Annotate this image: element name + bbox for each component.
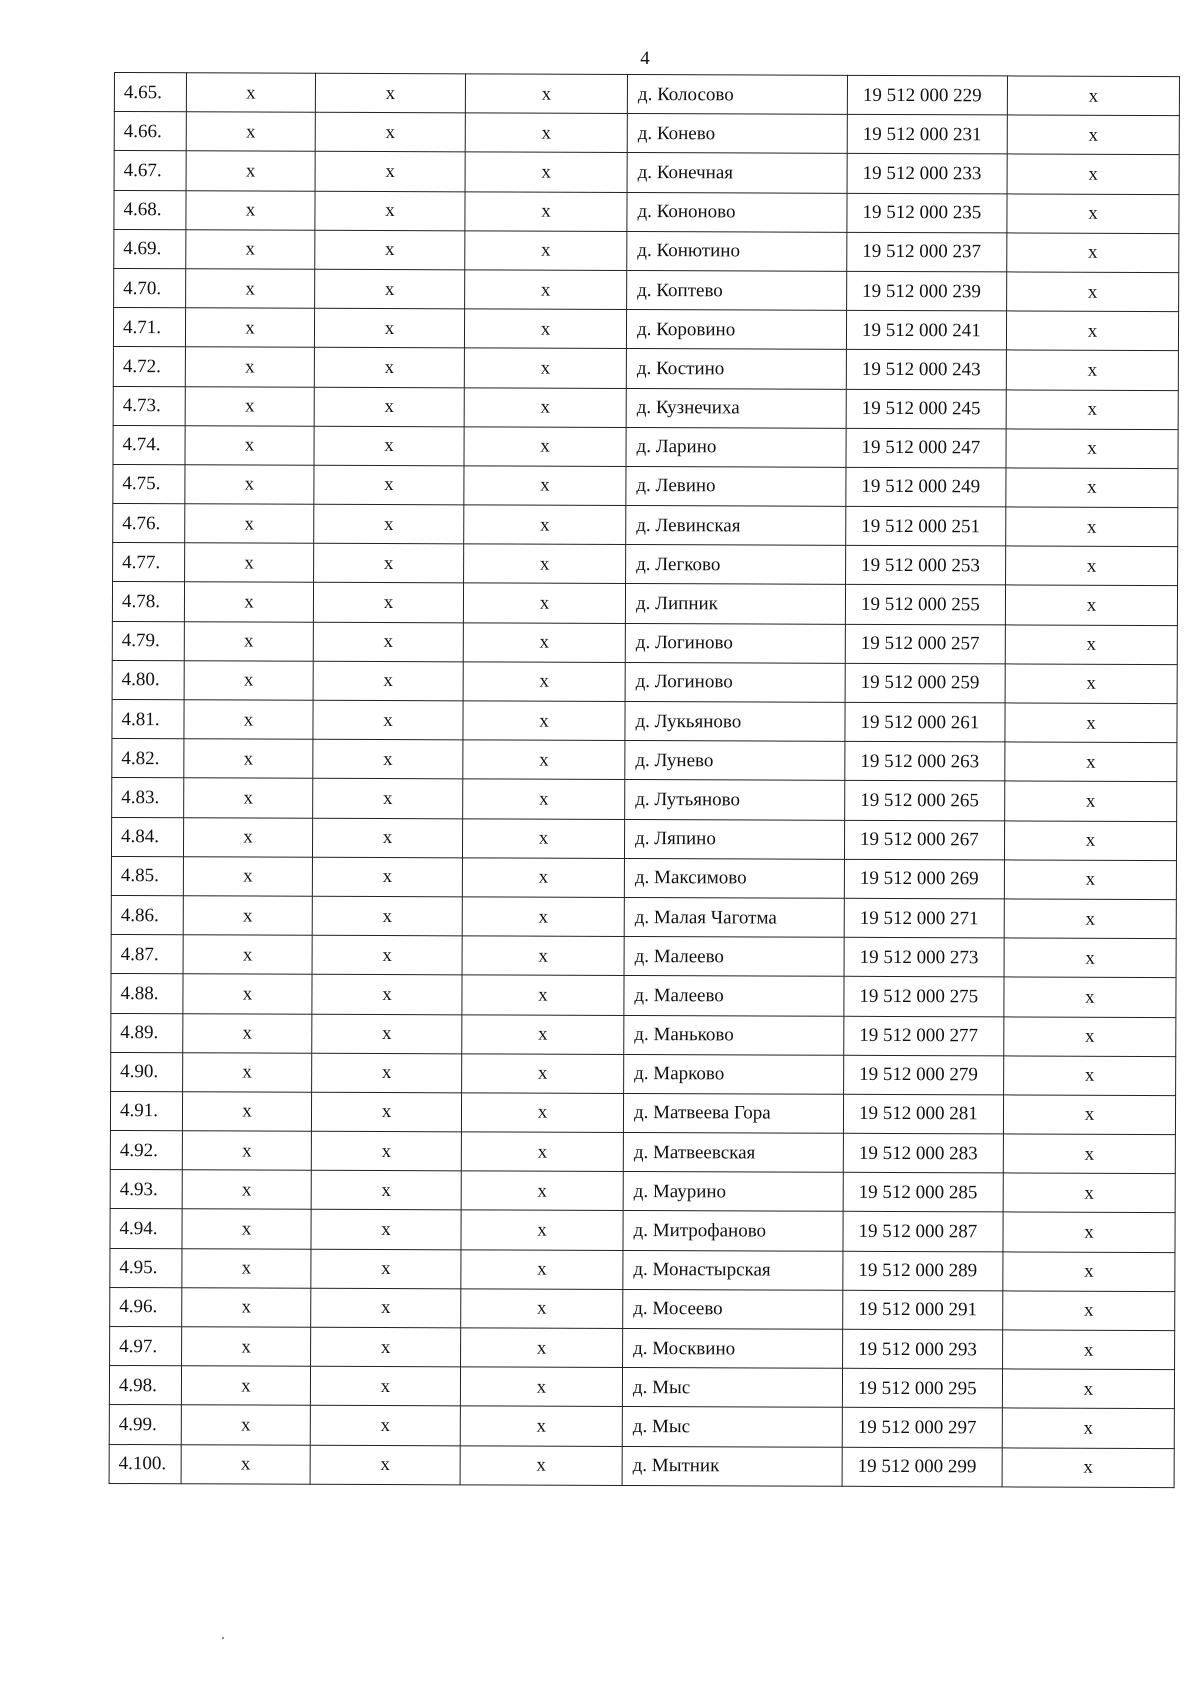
settlement-name-cell: д. Малеево	[624, 976, 844, 1016]
okato-code-cell: 19 512 000 243	[846, 350, 1006, 390]
row-number-cell: 4.95.	[110, 1248, 182, 1287]
placeholder-cell-4: x	[1004, 1016, 1176, 1056]
placeholder-cell-2: x	[311, 1131, 461, 1171]
placeholder-cell-2: x	[313, 583, 463, 623]
settlement-name-cell: д. Кузнечиха	[626, 388, 846, 428]
placeholder-cell-1: x	[182, 1209, 311, 1249]
placeholder-cell-4: x	[1006, 311, 1178, 351]
placeholder-cell-2: x	[311, 1171, 461, 1211]
table-row	[113, 347, 1178, 390]
row-number-cell: 4.94.	[110, 1209, 182, 1248]
placeholder-cell-1: x	[185, 543, 314, 583]
row-number-cell: 4.87.	[111, 935, 183, 974]
table-row	[113, 425, 1178, 468]
table-row	[113, 308, 1178, 351]
okato-code-cell: 19 512 000 297	[842, 1408, 1002, 1448]
okato-code-cell: 19 512 000 289	[843, 1251, 1003, 1291]
placeholder-cell-4: x	[1005, 585, 1177, 625]
table-row	[110, 1131, 1175, 1174]
settlement-name-cell: д. Ларино	[626, 427, 846, 467]
placeholder-cell-3: x	[463, 779, 625, 819]
placeholder-cell-4: x	[1003, 1252, 1175, 1292]
placeholder-cell-2: x	[311, 1288, 461, 1328]
row-number-cell: 4.96.	[110, 1287, 182, 1326]
placeholder-cell-1: x	[181, 1366, 310, 1406]
okato-code-cell: 19 512 000 271	[844, 898, 1004, 938]
placeholder-cell-3: x	[461, 1093, 623, 1133]
placeholder-cell-3: x	[464, 348, 626, 388]
placeholder-cell-1: x	[185, 465, 314, 505]
placeholder-cell-3: x	[465, 270, 627, 310]
placeholder-cell-2: x	[314, 348, 464, 388]
placeholder-cell-4: x	[1005, 781, 1177, 821]
row-number-cell: 4.89.	[111, 1013, 183, 1052]
placeholder-cell-3: x	[463, 740, 625, 780]
settlement-name-cell: д. Малая Чаготма	[624, 897, 844, 937]
placeholder-cell-1: x	[183, 817, 312, 857]
placeholder-cell-2: x	[315, 112, 465, 152]
placeholder-cell-2: x	[310, 1366, 460, 1406]
table-row	[113, 504, 1178, 547]
okato-code-cell: 19 512 000 247	[846, 428, 1006, 468]
placeholder-cell-4: x	[1006, 350, 1178, 390]
okato-code-cell: 19 512 000 253	[846, 546, 1006, 586]
okato-code-cell: 19 512 000 275	[844, 977, 1004, 1017]
placeholder-cell-2: x	[312, 896, 462, 936]
okato-code-cell: 19 512 000 265	[845, 781, 1005, 821]
table-row	[112, 582, 1177, 625]
settlements-table	[109, 72, 1180, 1488]
row-number-cell: 4.80.	[112, 660, 184, 699]
settlement-name-cell: д. Маньково	[624, 1015, 844, 1055]
placeholder-cell-1: x	[186, 112, 315, 152]
placeholder-cell-1: x	[184, 621, 313, 661]
settlement-name-cell: д. Логиново	[625, 623, 845, 663]
settlement-name-cell: д. Липник	[625, 584, 845, 624]
table-row	[114, 73, 1179, 116]
placeholder-cell-4: x	[1005, 664, 1177, 704]
placeholder-cell-1: x	[185, 425, 314, 465]
okato-code-cell: 19 512 000 241	[846, 310, 1006, 350]
okato-code-cell: 19 512 000 249	[846, 467, 1006, 507]
okato-code-cell: 19 512 000 287	[843, 1212, 1003, 1252]
placeholder-cell-3: x	[461, 1210, 623, 1250]
placeholder-cell-2: x	[314, 544, 464, 584]
placeholder-cell-2: x	[313, 739, 463, 779]
placeholder-cell-1: x	[185, 504, 314, 544]
placeholder-cell-1: x	[184, 582, 313, 622]
placeholder-cell-2: x	[313, 661, 463, 701]
placeholder-cell-1: x	[183, 1013, 312, 1053]
row-number-cell: 4.85.	[111, 856, 183, 895]
settlement-name-cell: д. Ляпино	[624, 819, 844, 859]
table-row	[110, 1248, 1175, 1291]
placeholder-cell-4: x	[1005, 742, 1177, 782]
table-row	[112, 660, 1177, 703]
placeholder-cell-3: x	[461, 1249, 623, 1289]
row-number-cell: 4.100.	[109, 1444, 181, 1483]
row-number-cell: 4.81.	[112, 699, 184, 738]
okato-code-cell: 19 512 000 261	[845, 702, 1005, 742]
placeholder-cell-4: x	[1006, 507, 1178, 547]
table-row	[112, 739, 1177, 782]
settlement-name-cell: д. Маурино	[623, 1172, 843, 1212]
row-number-cell: 4.73.	[113, 386, 185, 425]
okato-code-cell: 19 512 000 299	[842, 1447, 1002, 1487]
placeholder-cell-1: x	[185, 308, 314, 348]
table-row	[111, 1052, 1176, 1095]
okato-code-cell: 19 512 000 293	[843, 1329, 1003, 1369]
okato-code-cell: 19 512 000 283	[843, 1133, 1003, 1173]
okato-code-cell: 19 512 000 267	[844, 820, 1004, 860]
placeholder-cell-1: x	[181, 1405, 310, 1445]
settlement-name-cell: д. Кононово	[627, 192, 847, 232]
scan-artifact	[222, 1637, 224, 1639]
placeholder-cell-4: x	[1005, 703, 1177, 743]
placeholder-cell-1: x	[184, 778, 313, 818]
okato-code-cell: 19 512 000 257	[845, 624, 1005, 664]
placeholder-cell-1: x	[185, 386, 314, 426]
okato-code-cell: 19 512 000 235	[847, 193, 1007, 233]
table-row	[111, 817, 1176, 860]
placeholder-cell-2: x	[315, 230, 465, 270]
placeholder-cell-2: x	[314, 426, 464, 466]
placeholder-cell-3: x	[463, 701, 625, 741]
placeholder-cell-3: x	[465, 113, 627, 153]
row-number-cell: 4.72.	[113, 347, 185, 386]
settlement-name-cell: д. Марково	[624, 1054, 844, 1094]
placeholder-cell-3: x	[465, 74, 627, 114]
row-number-cell: 4.79.	[112, 621, 184, 660]
placeholder-cell-1: x	[183, 1052, 312, 1092]
row-number-cell: 4.90.	[111, 1052, 183, 1091]
row-number-cell: 4.76.	[113, 504, 185, 543]
row-number-cell: 4.70.	[114, 268, 186, 307]
row-number-cell: 4.84.	[111, 817, 183, 856]
settlement-name-cell: д. Коровино	[626, 310, 846, 350]
placeholder-cell-4: x	[1007, 272, 1179, 312]
settlement-name-cell: д. Монастырская	[623, 1250, 843, 1290]
placeholder-cell-3: x	[463, 622, 625, 662]
placeholder-cell-1: x	[185, 347, 314, 387]
placeholder-cell-3: x	[464, 466, 626, 506]
placeholder-cell-2: x	[315, 191, 465, 231]
placeholder-cell-2: x	[310, 1445, 460, 1485]
row-number-cell: 4.71.	[113, 308, 185, 347]
settlement-name-cell: д. Мыс	[622, 1368, 842, 1408]
placeholder-cell-1: x	[182, 1248, 311, 1288]
row-number-cell: 4.99.	[109, 1405, 181, 1444]
placeholder-cell-2: x	[313, 700, 463, 740]
placeholder-cell-1: x	[181, 1444, 310, 1484]
settlement-name-cell: д. Мосеево	[623, 1289, 843, 1329]
placeholder-cell-4: x	[1007, 76, 1179, 116]
placeholder-cell-1: x	[183, 857, 312, 897]
settlement-name-cell: д. Левинская	[626, 506, 846, 546]
placeholder-cell-2: x	[312, 935, 462, 975]
placeholder-cell-2: x	[312, 818, 462, 858]
placeholder-cell-4: x	[1004, 860, 1176, 900]
placeholder-cell-3: x	[462, 1054, 624, 1094]
placeholder-cell-3: x	[460, 1445, 622, 1485]
placeholder-cell-4: x	[1007, 193, 1179, 233]
placeholder-cell-4: x	[1004, 1056, 1176, 1096]
okato-code-cell: 19 512 000 273	[844, 937, 1004, 977]
placeholder-cell-1: x	[186, 230, 315, 270]
placeholder-cell-4: x	[1007, 233, 1179, 273]
placeholder-cell-4: x	[1006, 546, 1178, 586]
row-number-cell: 4.91.	[110, 1091, 182, 1130]
row-number-cell: 4.78.	[112, 582, 184, 621]
okato-code-cell: 19 512 000 295	[842, 1368, 1002, 1408]
placeholder-cell-2: x	[311, 1210, 461, 1250]
okato-code-cell: 19 512 000 279	[844, 1055, 1004, 1095]
placeholder-cell-2: x	[313, 779, 463, 819]
okato-code-cell: 19 512 000 239	[847, 271, 1007, 311]
placeholder-cell-4: x	[1003, 1212, 1175, 1252]
placeholder-cell-2: x	[312, 975, 462, 1015]
row-number-cell: 4.69.	[114, 229, 186, 268]
placeholder-cell-1: x	[184, 700, 313, 740]
settlement-name-cell: д. Конютино	[627, 231, 847, 271]
placeholder-cell-4: x	[1004, 820, 1176, 860]
row-number-cell: 4.66.	[114, 112, 186, 151]
placeholder-cell-3: x	[465, 231, 627, 271]
row-number-cell: 4.88.	[111, 974, 183, 1013]
placeholder-cell-4: x	[1006, 389, 1178, 429]
settlement-name-cell: д. Лунево	[625, 741, 845, 781]
placeholder-cell-2: x	[314, 308, 464, 348]
placeholder-cell-3: x	[463, 583, 625, 623]
placeholder-cell-3: x	[461, 1171, 623, 1211]
table-row	[111, 856, 1176, 899]
placeholder-cell-2: x	[311, 1249, 461, 1289]
table-row	[109, 1366, 1174, 1409]
placeholder-cell-3: x	[464, 427, 626, 467]
row-number-cell: 4.74.	[113, 425, 185, 464]
table-row	[114, 268, 1179, 311]
placeholder-cell-2: x	[312, 857, 462, 897]
placeholder-cell-4: x	[1003, 1330, 1175, 1370]
page-number: 4	[640, 48, 650, 69]
settlement-name-cell: д. Коптево	[627, 270, 847, 310]
placeholder-cell-1: x	[186, 151, 315, 191]
placeholder-cell-2: x	[315, 152, 465, 192]
placeholder-cell-4: x	[1003, 1173, 1175, 1213]
settlement-name-cell: д. Мыс	[622, 1407, 842, 1447]
table-row	[110, 1091, 1175, 1134]
placeholder-cell-4: x	[1007, 154, 1179, 194]
placeholder-cell-3: x	[462, 818, 624, 858]
placeholder-cell-4: x	[1002, 1408, 1174, 1448]
settlement-name-cell: д. Конево	[627, 114, 847, 154]
row-number-cell: 4.77.	[113, 543, 185, 582]
settlement-name-cell: д. Малеево	[624, 937, 844, 977]
placeholder-cell-2: x	[311, 1327, 461, 1367]
row-number-cell: 4.75.	[113, 464, 185, 503]
okato-code-cell: 19 512 000 229	[847, 75, 1007, 115]
placeholder-cell-4: x	[1003, 1095, 1175, 1135]
settlement-name-cell: д. Легково	[626, 545, 846, 585]
settlement-name-cell: д. Логиново	[625, 662, 845, 702]
placeholder-cell-2: x	[314, 387, 464, 427]
placeholder-cell-4: x	[1004, 938, 1176, 978]
placeholder-cell-3: x	[462, 858, 624, 898]
placeholder-cell-4: x	[1005, 625, 1177, 665]
placeholder-cell-4: x	[1004, 899, 1176, 939]
placeholder-cell-1: x	[186, 269, 315, 309]
table-row	[112, 778, 1177, 821]
placeholder-cell-2: x	[313, 622, 463, 662]
okato-code-cell: 19 512 000 233	[847, 154, 1007, 194]
okato-code-cell: 19 512 000 291	[843, 1290, 1003, 1330]
placeholder-cell-3: x	[464, 309, 626, 349]
settlement-name-cell: д. Максимово	[624, 858, 844, 898]
placeholder-cell-4: x	[1004, 977, 1176, 1017]
table-row	[111, 935, 1176, 978]
okato-code-cell: 19 512 000 277	[844, 1016, 1004, 1056]
settlement-name-cell: д. Лукьяново	[625, 701, 845, 741]
settlement-name-cell: д. Колосово	[627, 74, 847, 114]
placeholder-cell-3: x	[463, 662, 625, 702]
table-row	[111, 895, 1176, 938]
okato-code-cell: 19 512 000 255	[845, 585, 1005, 625]
settlement-name-cell: д. Мытник	[622, 1446, 842, 1486]
settlement-name-cell: д. Левино	[626, 466, 846, 506]
placeholder-cell-1: x	[183, 896, 312, 936]
placeholder-cell-3: x	[462, 936, 624, 976]
placeholder-cell-2: x	[314, 465, 464, 505]
table-row	[110, 1326, 1175, 1369]
placeholder-cell-2: x	[312, 1014, 462, 1054]
table-row	[114, 112, 1179, 155]
placeholder-cell-3: x	[462, 1014, 624, 1054]
placeholder-cell-2: x	[311, 1092, 461, 1132]
placeholder-cell-2: x	[310, 1406, 460, 1446]
placeholder-cell-3: x	[462, 975, 624, 1015]
table-row	[110, 1209, 1175, 1252]
okato-code-cell: 19 512 000 269	[844, 859, 1004, 899]
table-row	[114, 229, 1179, 272]
placeholder-cell-3: x	[460, 1367, 622, 1407]
placeholder-cell-2: x	[314, 504, 464, 544]
table-row	[109, 1444, 1174, 1487]
table-row	[114, 151, 1179, 194]
placeholder-cell-1: x	[186, 190, 315, 230]
okato-code-cell: 19 512 000 259	[845, 663, 1005, 703]
row-number-cell: 4.82.	[112, 739, 184, 778]
table-row	[112, 621, 1177, 664]
table-row	[113, 464, 1178, 507]
row-number-cell: 4.92.	[110, 1131, 182, 1170]
row-number-cell: 4.93.	[110, 1170, 182, 1209]
row-number-cell: 4.98.	[109, 1366, 181, 1405]
placeholder-cell-1: x	[182, 1327, 311, 1367]
table-row	[113, 386, 1178, 429]
okato-code-cell: 19 512 000 245	[846, 389, 1006, 429]
settlement-name-cell: д. Конечная	[627, 153, 847, 193]
placeholder-cell-1: x	[183, 974, 312, 1014]
table-body	[109, 73, 1179, 1488]
placeholder-cell-3: x	[464, 505, 626, 545]
table-row	[109, 1405, 1174, 1448]
settlement-name-cell: д. Матвеевская	[623, 1133, 843, 1173]
placeholder-cell-3: x	[461, 1289, 623, 1329]
placeholder-cell-1: x	[182, 1092, 311, 1132]
placeholder-cell-2: x	[315, 269, 465, 309]
placeholder-cell-1: x	[182, 1288, 311, 1328]
placeholder-cell-3: x	[461, 1328, 623, 1368]
okato-code-cell: 19 512 000 263	[845, 741, 1005, 781]
table-row	[111, 974, 1176, 1017]
settlement-name-cell: д. Лутьяново	[625, 780, 845, 820]
placeholder-cell-4: x	[1002, 1447, 1174, 1487]
row-number-cell: 4.68.	[114, 190, 186, 229]
row-number-cell: 4.67.	[114, 151, 186, 190]
placeholder-cell-4: x	[1002, 1369, 1174, 1409]
settlement-name-cell: д. Костино	[626, 349, 846, 389]
placeholder-cell-4: x	[1006, 468, 1178, 508]
row-number-cell: 4.86.	[111, 895, 183, 934]
placeholder-cell-3: x	[464, 544, 626, 584]
placeholder-cell-1: x	[184, 661, 313, 701]
table-row	[110, 1287, 1175, 1330]
row-number-cell: 4.83.	[112, 778, 184, 817]
table-row	[113, 543, 1178, 586]
placeholder-cell-4: x	[1003, 1291, 1175, 1331]
okato-code-cell: 19 512 000 231	[847, 115, 1007, 155]
table-row	[112, 699, 1177, 742]
settlement-name-cell: д. Москвино	[623, 1328, 843, 1368]
placeholder-cell-3: x	[465, 152, 627, 192]
placeholder-cell-3: x	[460, 1406, 622, 1446]
settlement-name-cell: д. Митрофаново	[623, 1211, 843, 1251]
placeholder-cell-1: x	[183, 935, 312, 975]
placeholder-cell-4: x	[1007, 115, 1179, 155]
placeholder-cell-4: x	[1003, 1134, 1175, 1174]
placeholder-cell-3: x	[462, 897, 624, 937]
row-number-cell: 4.65.	[114, 73, 186, 112]
okato-code-cell: 19 512 000 251	[846, 506, 1006, 546]
row-number-cell: 4.97.	[110, 1326, 182, 1365]
placeholder-cell-3: x	[465, 191, 627, 231]
placeholder-cell-1: x	[182, 1170, 311, 1210]
table-row	[111, 1013, 1176, 1056]
placeholder-cell-2: x	[312, 1053, 462, 1093]
placeholder-cell-1: x	[182, 1131, 311, 1171]
table-row	[114, 190, 1179, 233]
table-row	[110, 1170, 1175, 1213]
settlement-name-cell: д. Матвеева Гора	[623, 1093, 843, 1133]
okato-code-cell: 19 512 000 285	[843, 1173, 1003, 1213]
placeholder-cell-2: x	[315, 73, 465, 113]
placeholder-cell-4: x	[1006, 429, 1178, 469]
placeholder-cell-1: x	[186, 73, 315, 113]
okato-code-cell: 19 512 000 281	[843, 1094, 1003, 1134]
placeholder-cell-3: x	[464, 387, 626, 427]
placeholder-cell-1: x	[184, 739, 313, 779]
placeholder-cell-3: x	[461, 1132, 623, 1172]
okato-code-cell: 19 512 000 237	[847, 232, 1007, 272]
